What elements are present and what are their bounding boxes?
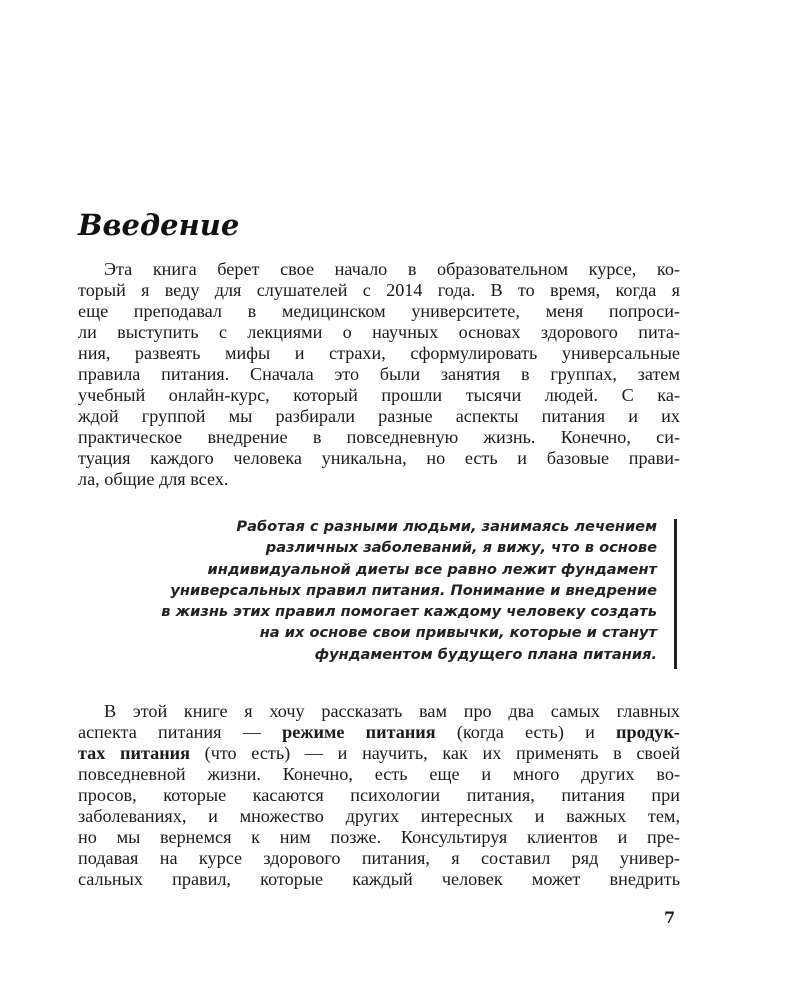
quote-line: индивидуальной диеты все равно лежит фундамент: [207, 560, 657, 578]
text-segment: правила питания. Сначала это были занятия в группах, затем: [78, 364, 680, 384]
text-segment: В этой книге я хочу рассказать вам про два самых главных: [104, 701, 680, 721]
text-line: [78, 722, 680, 743]
bold-text: режиме питания: [282, 722, 436, 742]
text-segment: ния, развеять мифы и страхи, сформулировать универсальные: [78, 343, 680, 363]
text-line: [78, 869, 680, 890]
quote-bar: [674, 519, 677, 669]
text-line: [78, 785, 680, 806]
text-line: [78, 364, 680, 385]
text-segment: учебный онлайн-курс, который прошли тысячи людей. С ка-: [78, 385, 680, 405]
text-segment: просов, которые касаются психологии питания, питания при: [78, 785, 680, 805]
chapter-heading: Введение: [78, 208, 240, 242]
text-segment: но мы вернемся к ним позже. Консультируя клиентов и пре-: [78, 827, 680, 847]
text-line: [78, 259, 680, 280]
text-line: [78, 764, 680, 785]
quote-line: в жизнь этих правил помогает каждому человеку создать: [161, 603, 657, 621]
text-segment: ждой группой мы разбирали разные аспекты питания и их: [78, 406, 680, 426]
text-line: [78, 469, 680, 490]
text-segment: торый я веду для слушателей с 2014 года. В то время, когда я: [78, 280, 680, 300]
text-segment: повседневной жизни. Конечно, есть еще и много других во-: [78, 764, 680, 784]
page-number: 7: [664, 908, 676, 927]
pull-quote: [100, 516, 657, 665]
text-segment: Эта книга берет свое начало в образовательном курсе, ко-: [104, 259, 680, 279]
text-line: [78, 280, 680, 301]
text-line: [78, 343, 680, 364]
text-line: [78, 448, 680, 469]
text-segment: туация каждого человека уникальна, но есть и базовые прави-: [78, 448, 680, 468]
text-line: [78, 743, 680, 764]
text-segment: аспекта питания —: [78, 722, 283, 742]
text-line: [78, 322, 680, 343]
text-segment: (когда есть) и: [435, 722, 616, 742]
text-segment: заболеваниях, и множество других интересных и важных тем,: [78, 806, 680, 826]
text-line: [78, 701, 680, 722]
text-segment: (что есть) — и научить, как их применять в своей: [190, 743, 680, 763]
intro-paragraph: [78, 259, 680, 490]
text-segment: практическое внедрение в повседневную жизнь. Конечно, си-: [78, 427, 680, 447]
quote-line: фундаментом будущего плана питания.: [314, 645, 657, 663]
quote-line: на их основе свои привычки, которые и станут: [259, 624, 657, 642]
text-segment: еще преподавал в медицинском университете, меня попроси-: [78, 301, 680, 321]
text-segment: сальных правил, которые каждый человек может внедрить: [78, 869, 680, 889]
quote-line: различных заболеваний, я вижу, что в основе: [265, 539, 657, 557]
text-line: [78, 848, 680, 869]
text-line: [78, 406, 680, 427]
text-segment: ла, общие для всех.: [78, 469, 229, 489]
body-paragraph: [78, 701, 680, 890]
text-line: [78, 827, 680, 848]
text-line: [78, 385, 680, 406]
quote-line: Работая с разными людьми, занимаясь лечением: [236, 518, 657, 535]
text-line: [78, 806, 680, 827]
bold-text: тах питания: [78, 743, 190, 763]
text-segment: ли выступить с лекциями о научных основах здорового пита-: [78, 322, 680, 342]
text-line: [78, 427, 680, 448]
text-segment: подавая на курсе здорового питания, я составил ряд универ-: [78, 848, 680, 868]
quote-line: универсальных правил питания. Понимание и внедрение: [170, 581, 657, 599]
text-line: [78, 301, 680, 322]
bold-text: продук-: [616, 722, 680, 742]
